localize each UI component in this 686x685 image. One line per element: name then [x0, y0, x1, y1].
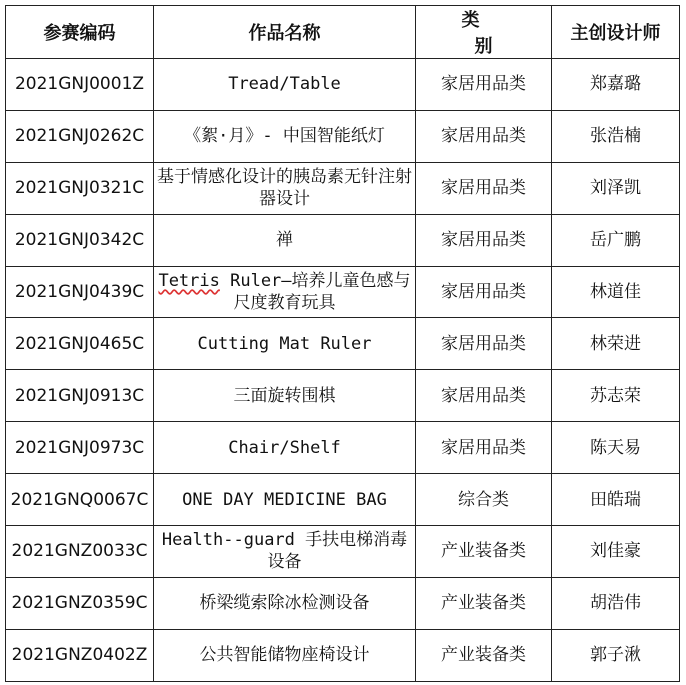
cell-designer: 刘泽凯 — [552, 162, 680, 214]
cell-code: 2021GNQ0067C — [6, 474, 154, 526]
cell-name: 基于情感化设计的胰岛素无针注射器设计 — [154, 162, 416, 214]
header-code: 参赛编码 — [6, 6, 154, 59]
spellcheck-underlined-word: Tetris — [158, 271, 220, 291]
cell-code: 2021GNJ0262C — [6, 110, 154, 162]
cell-type: 家居用品类 — [416, 318, 552, 370]
table-row — [6, 318, 680, 370]
table-row — [6, 214, 680, 266]
cell-name: 《絮·月》- 中国智能纸灯 — [154, 110, 416, 162]
cell-name: Health--guard 手扶电梯消毒设备 — [154, 526, 416, 578]
cell-name: 桥梁缆索除冰检测设备 — [154, 577, 416, 629]
cell-name: ONE DAY MEDICINE BAG — [154, 474, 416, 526]
cell-designer: 胡浩伟 — [552, 577, 680, 629]
cell-name: 公共智能储物座椅设计 — [154, 629, 416, 681]
cell-designer: 郭子湫 — [552, 629, 680, 681]
cell-code: 2021GNZ0402Z — [6, 629, 154, 681]
cell-type: 综合类 — [416, 474, 552, 526]
cell-code: 2021GNJ0001Z — [6, 59, 154, 111]
cell-name: 三面旋转围棋 — [154, 370, 416, 422]
cell-designer: 岳广鹏 — [552, 214, 680, 266]
cell-designer: 郑嘉璐 — [552, 59, 680, 111]
cell-name: 禅 — [154, 214, 416, 266]
cell-code: 2021GNZ0033C — [6, 526, 154, 578]
awards-table — [5, 5, 680, 682]
cell-name-rest: Ruler–培养儿童色感与尺度教育玩具 — [219, 271, 411, 313]
cell-designer: 田皓瑞 — [552, 474, 680, 526]
header-designer: 主创设计师 — [552, 6, 680, 59]
table-row — [6, 577, 680, 629]
cell-type: 产业装备类 — [416, 526, 552, 578]
cell-designer: 林荣进 — [552, 318, 680, 370]
cell-code: 2021GNJ0973C — [6, 422, 154, 474]
table-row — [6, 422, 680, 474]
cell-type: 家居用品类 — [416, 214, 552, 266]
table-row — [6, 59, 680, 111]
cell-designer: 林道佳 — [552, 266, 680, 318]
header-type: 类 别 — [416, 6, 552, 59]
cell-type: 家居用品类 — [416, 110, 552, 162]
cell-type: 产业装备类 — [416, 577, 552, 629]
cell-type: 家居用品类 — [416, 422, 552, 474]
table-row — [6, 370, 680, 422]
cell-name: Tread/Table — [154, 59, 416, 111]
cell-code: 2021GNJ0913C — [6, 370, 154, 422]
header-name: 作品名称 — [154, 6, 416, 59]
table-row — [6, 629, 680, 681]
cell-type: 产业装备类 — [416, 629, 552, 681]
cell-designer: 刘佳豪 — [552, 526, 680, 578]
cell-code: 2021GNJ0342C — [6, 214, 154, 266]
table-row — [6, 526, 680, 578]
cell-type: 家居用品类 — [416, 59, 552, 111]
cell-designer: 苏志荣 — [552, 370, 680, 422]
table-row — [6, 110, 680, 162]
cell-type: 家居用品类 — [416, 162, 552, 214]
cell-type: 家居用品类 — [416, 370, 552, 422]
cell-name: Chair/Shelf — [154, 422, 416, 474]
cell-name — [154, 266, 416, 318]
cell-code: 2021GNJ0439C — [6, 266, 154, 318]
header-row — [6, 6, 680, 59]
cell-code: 2021GNJ0465C — [6, 318, 154, 370]
table-row — [6, 266, 680, 318]
table-row — [6, 474, 680, 526]
cell-designer: 张浩楠 — [552, 110, 680, 162]
cell-code: 2021GNZ0359C — [6, 577, 154, 629]
cell-designer: 陈天易 — [552, 422, 680, 474]
cell-name: Cutting Mat Ruler — [154, 318, 416, 370]
cell-type: 家居用品类 — [416, 266, 552, 318]
table-row — [6, 162, 680, 214]
cell-code: 2021GNJ0321C — [6, 162, 154, 214]
